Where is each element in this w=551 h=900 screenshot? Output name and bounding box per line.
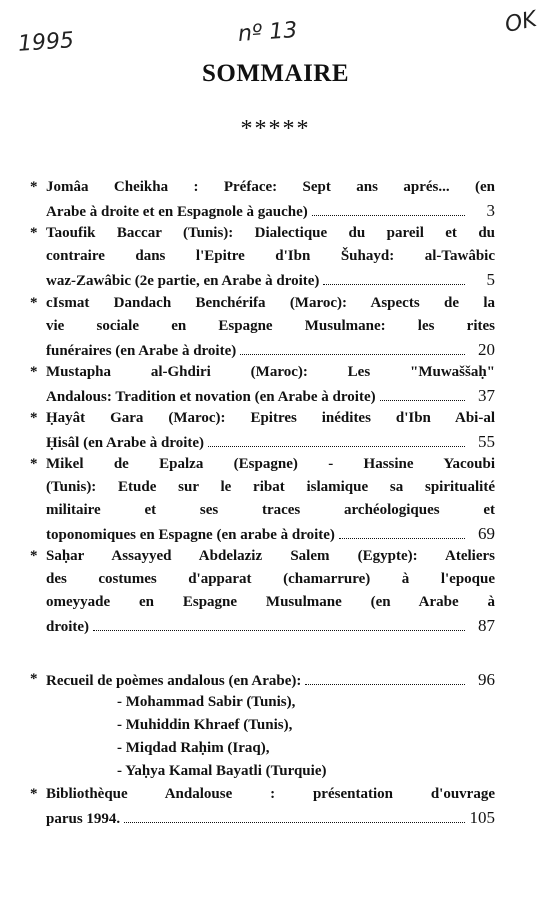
toc-entry-line: parus 1994.: [46, 811, 121, 827]
page-number: 37: [478, 386, 495, 405]
page-number: 20: [478, 340, 495, 359]
toc-entry-line: funéraires (en Arabe à droite): [46, 343, 237, 359]
handwritten-ok-mark: OK: [502, 6, 540, 39]
page-number: 69: [478, 524, 495, 543]
bullet-star: *: [30, 295, 38, 311]
page-number: 87: [478, 616, 495, 635]
handwritten-year: 1995: [17, 28, 75, 57]
bullet-star: *: [30, 179, 38, 195]
dot-leader: [380, 400, 465, 401]
handwritten-issue-number: nº 13: [237, 17, 299, 48]
toc-entry: [30, 176, 495, 224]
dot-leader: [93, 630, 465, 631]
toc-entry-line: des costumes d'apparat (chamarrure) à l'epoque: [46, 571, 495, 587]
dot-leader: [339, 538, 465, 539]
toc-entry-line: Mustapha al-Ghdiri (Maroc): Les "Muwaššaḥ": [46, 364, 495, 380]
toc-entry-line: Arabe à droite et en Espagnole à gauche): [46, 204, 308, 220]
toc-entry-line: Mikel de Epalza (Espagne) - Hassine Yacoubi: [46, 456, 495, 472]
dot-leader: [124, 822, 465, 823]
toc-entry-line: (Tunis): Etude sur le ribat islamique sa spiritualité: [46, 479, 495, 495]
dot-leader: [323, 284, 465, 285]
bullet-star: *: [30, 671, 38, 687]
dot-leader: [312, 215, 465, 216]
dot-leader: [240, 354, 465, 355]
bullet-star: *: [30, 225, 38, 241]
bullet-star: *: [30, 548, 38, 564]
toc-entry-line: Jomâa Cheikha : Préface: Sept ans aprés... (en: [46, 179, 495, 195]
toc-entry: [30, 361, 495, 409]
toc-entry: [30, 292, 495, 363]
toc-entry-line: vie sociale en Espagne Musulmane: les rites: [46, 318, 495, 334]
toc-entry-line: Ḥayât Gara (Maroc): Epitres inédites d'Ibn Abi-al: [46, 410, 495, 426]
bullet-star: *: [30, 410, 38, 426]
page-number: 5: [486, 270, 495, 289]
toc-entry-line: droite): [46, 619, 90, 635]
toc-entry: [30, 668, 495, 693]
page-number: 3: [486, 201, 495, 220]
page-title: SOMMAIRE: [201, 60, 350, 87]
bullet-star: *: [30, 364, 38, 380]
toc-entry-line: Recueil de poèmes andalous (en Arabe):: [46, 673, 302, 689]
page-number: 55: [478, 432, 495, 451]
toc-entry-line: cIsmat Dandach Benchérifa (Maroc): Aspects de la: [46, 295, 495, 311]
toc-entry: [30, 453, 495, 547]
toc-entry-line: militaire et ses traces archéologiques et: [46, 502, 495, 518]
poet-name: - Miqdad Raḥim (Iraq),: [117, 740, 270, 756]
title-ornament: *****: [240, 116, 311, 142]
dot-leader: [208, 446, 465, 447]
toc-entry-line: toponomiques en Espagne (en arabe à droite): [46, 527, 335, 543]
toc-entry-line: Bibliothèque Andalouse : présentation d'ouvrage: [46, 786, 495, 802]
dot-leader: [305, 684, 465, 685]
bullet-star: *: [30, 786, 38, 802]
page-number: 96: [478, 670, 495, 689]
poet-name: - Mohammad Sabir (Tunis),: [117, 694, 296, 710]
toc-entry-line: waz-Zawâbic (2e partie, en Arabe à droite): [46, 273, 320, 289]
bullet-star: *: [30, 456, 38, 472]
toc-entry-line: contraire dans l'Epitre d'Ibn Šuhayd: al-Tawâbic: [46, 248, 495, 264]
toc-entry-line: Taoufik Baccar (Tunis): Dialectique du pareil et du: [46, 225, 495, 241]
toc-entry: [30, 407, 495, 455]
poet-name: - Yaḥya Kamal Bayatli (Turquie): [117, 763, 327, 779]
toc-entry: [30, 222, 495, 293]
page-number: 105: [469, 808, 495, 827]
toc-entry-line: omeyyade en Espagne Musulmane (en Arabe à: [46, 594, 495, 610]
toc-entry: [30, 783, 495, 831]
toc-entry-line: Ḥisâl (en Arabe à droite): [46, 435, 205, 451]
toc-entry: [30, 545, 495, 639]
poet-name: - Muhiddin Khraef (Tunis),: [117, 717, 293, 733]
toc-entry-line: Saḥar Assayyed Abdelaziz Salem (Egypte): Ateliers: [46, 548, 495, 564]
toc-entry-line: Andalous: Tradition et novation (en Arabe à droite): [46, 389, 376, 405]
